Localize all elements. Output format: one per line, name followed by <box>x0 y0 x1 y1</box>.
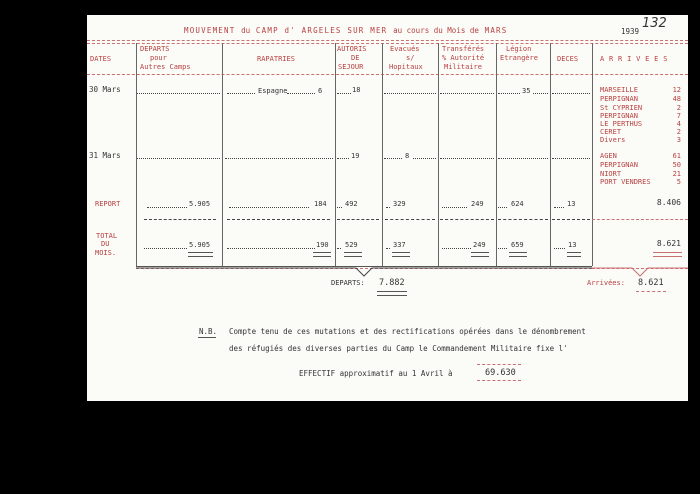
row-31-mars-date: 31 Mars <box>89 151 121 160</box>
title-year: 1939 <box>621 27 640 36</box>
col-divider-3 <box>335 43 336 266</box>
report-dots-evacues <box>386 207 390 208</box>
report-rule-arrivees <box>592 219 688 220</box>
total-dots-legion <box>498 248 507 249</box>
total-dots-deces <box>554 248 565 249</box>
header-evacues-3: Hopitaux <box>389 63 423 71</box>
col-divider-4 <box>382 43 383 266</box>
arrival-place: AGEN <box>600 152 617 160</box>
col-divider-1 <box>136 43 137 266</box>
report-rule-4 <box>385 219 435 220</box>
arrival-count: 61 <box>672 152 681 160</box>
header-autoris-1: AUTORIS <box>337 45 367 53</box>
row-30-dots-b <box>227 93 255 94</box>
arrival-count: 7 <box>676 112 681 120</box>
note-line-2: des réfugiés des diverses parties du Camp le Commandement Militaire fixe l' <box>229 344 568 353</box>
row-30-dots-c <box>287 93 315 94</box>
header-deces: DECES <box>557 55 579 63</box>
row-30-dots-d <box>337 93 351 94</box>
report-dots-autoris <box>337 207 342 208</box>
row-30-dots-h <box>533 93 548 94</box>
report-dots-deces <box>554 207 564 208</box>
arrival-count: 4 <box>676 120 681 128</box>
report-rapatries: 184 <box>314 200 327 208</box>
report-rule-7 <box>552 219 590 220</box>
header-rule-2 <box>87 43 688 44</box>
row-30-dots-f <box>440 93 494 94</box>
total-deces-underline <box>567 252 581 257</box>
total-label-2: DU <box>101 240 110 248</box>
arrivees-brace <box>592 266 688 278</box>
arrivees-total-value: 8.621 <box>638 278 664 288</box>
departs-total-underline <box>377 291 407 296</box>
total-dots-transferes <box>442 248 471 249</box>
header-autoris-3: SEJOUR <box>338 63 364 71</box>
row-30-dots-g <box>498 93 520 94</box>
departs-brace <box>136 266 592 278</box>
header-rapatries: RAPATRIES <box>257 55 295 63</box>
total-dots-autoris <box>337 248 341 249</box>
row-31-dots-a <box>137 158 220 159</box>
total-departs: 5.905 <box>189 241 211 249</box>
report-autoris: 492 <box>345 200 358 208</box>
col-divider-5 <box>438 43 439 266</box>
total-deces: 13 <box>568 241 577 249</box>
departs-total-label: DEPARTS: <box>331 279 365 287</box>
header-transferes-2: % Autorité <box>442 54 485 62</box>
total-transferes: 249 <box>473 241 486 249</box>
header-transferes-3: Militaire <box>444 63 482 71</box>
note-nb-underline <box>198 337 216 338</box>
title-part-mouvement: MOUVEMENT <box>184 26 236 35</box>
total-autoris-rule <box>344 252 362 257</box>
row-31-autoris: 19 <box>351 152 360 160</box>
title-part-camp: CAMP d' ARGELES SUR MER <box>255 26 388 35</box>
report-dots-transferes <box>442 207 467 208</box>
report-legion: 624 <box>511 200 524 208</box>
header-autoris-2: DE <box>351 54 360 62</box>
arrival-place: PERPIGNAN <box>600 95 638 103</box>
row-31-dots-g <box>498 158 548 159</box>
header-bottom-rule <box>87 74 688 75</box>
row-31-evacues: 8 <box>405 152 410 160</box>
header-evacues-2: s/ <box>406 54 415 62</box>
header-transferes-1: Transférés <box>442 45 485 53</box>
document-title <box>184 27 508 35</box>
arrivees-total-underline <box>636 291 666 292</box>
row-30-rapatries-value: 6 <box>318 87 323 95</box>
title-part-du: du <box>241 26 251 35</box>
report-rule-2 <box>227 219 330 220</box>
arrival-count: 21 <box>672 170 681 178</box>
arrival-place: PERPIGNAN <box>600 161 638 169</box>
total-transferes-underline <box>471 252 489 257</box>
page-number: 132 <box>642 16 667 31</box>
row-30-autoris: 18 <box>352 86 361 94</box>
report-departs: 5.905 <box>189 200 211 208</box>
arrival-place: NIORT <box>600 170 622 178</box>
note-effectif-value: 69.630 <box>485 368 516 378</box>
total-legion-underline <box>509 252 527 257</box>
row-31-dots-f <box>440 158 494 159</box>
arrivees-total-label: Arrivées: <box>587 279 625 287</box>
total-arrivees-underline <box>653 252 682 257</box>
title-month: MARS <box>484 26 508 35</box>
report-rule-6 <box>498 219 548 220</box>
report-dots-rapatries <box>229 207 309 208</box>
report-dots-departs <box>147 207 187 208</box>
header-departs-2: pour <box>150 54 167 62</box>
report-evacues: 329 <box>393 200 406 208</box>
row-30-mars-date: 30 Mars <box>89 85 121 94</box>
arrival-count: 3 <box>676 136 681 144</box>
col-divider-8 <box>592 43 593 266</box>
row-31-dots-d <box>384 158 402 159</box>
arrival-count: 50 <box>672 161 681 169</box>
total-rapatries-underline <box>313 252 331 257</box>
arrival-place: MARSEILLE <box>600 86 638 94</box>
report-arrivees: 8.406 <box>656 198 681 207</box>
arrival-place: LE PERTHUS <box>600 120 643 128</box>
row-30-dots-a <box>137 93 220 94</box>
total-autoris: 529 <box>345 241 358 249</box>
header-evacues-1: Evacués <box>390 45 420 53</box>
col-divider-6 <box>496 43 497 266</box>
report-rule-3 <box>337 219 379 220</box>
header-arrivees: A R R I V E E S <box>600 55 668 63</box>
note-effectif-rule-top <box>477 364 521 365</box>
document-page <box>87 15 688 401</box>
note-effectif-rule-bottom <box>477 380 521 381</box>
total-evacues-underline <box>392 252 410 257</box>
arrival-place: PORT VENDRES <box>600 178 651 186</box>
report-transferes: 249 <box>471 200 484 208</box>
report-label: REPORT <box>95 200 121 208</box>
total-dots-departs <box>144 248 187 249</box>
header-top-rule <box>87 40 688 41</box>
arrival-count: 48 <box>672 95 681 103</box>
header-departs-3: Autres Camps <box>140 63 191 71</box>
row-31-dots-h <box>552 158 590 159</box>
header-departs-1: DEPARTS <box>140 45 170 53</box>
total-rapatries: 190 <box>316 241 329 249</box>
arrival-count: 2 <box>676 128 681 136</box>
row-31-dots-c <box>337 158 349 159</box>
total-label-1: TOTAL <box>96 232 118 240</box>
row-30-rapatries-country: Espagne <box>258 87 288 95</box>
row-31-dots-e <box>413 158 436 159</box>
departs-total-value: 7.882 <box>379 278 405 288</box>
row-30-dots-e <box>384 93 436 94</box>
row-30-dots-i <box>552 93 590 94</box>
note-line-1: Compte tenu de ces mutations et des rectifications opérées dans le dénombrement <box>229 327 586 336</box>
header-dates: DATES <box>90 55 112 63</box>
report-rule-1 <box>144 219 216 220</box>
arrival-count: 5 <box>676 178 681 186</box>
row-30-legion: 35 <box>522 87 531 95</box>
report-dots-legion <box>498 207 507 208</box>
total-departs-underline <box>188 252 213 257</box>
arrival-place: PERPIGNAN <box>600 112 638 120</box>
total-dots-rapatries <box>227 248 315 249</box>
arrival-place: CERET <box>600 128 622 136</box>
col-divider-7 <box>550 43 551 266</box>
arrival-place: Divers <box>600 136 626 144</box>
total-legion: 659 <box>511 241 524 249</box>
report-rule-5 <box>440 219 494 220</box>
total-evacues: 337 <box>393 241 406 249</box>
row-31-dots-b <box>225 158 333 159</box>
arrival-count: 12 <box>672 86 681 94</box>
report-deces: 13 <box>567 200 576 208</box>
note-line-3: EFFECTIF approximatif au 1 Avril à <box>299 369 453 378</box>
col-divider-2 <box>222 43 223 266</box>
note-nb: N.B. <box>199 327 218 336</box>
header-legion-2: Etrangère <box>500 54 538 62</box>
title-part-mois: au cours du Mois de <box>393 26 479 35</box>
arrival-place: St CYPRIEN <box>600 104 643 112</box>
total-dots-evacues <box>386 248 390 249</box>
arrival-count: 2 <box>676 104 681 112</box>
header-legion-1: Légion <box>506 45 532 53</box>
total-label-3: MOIS. <box>95 249 117 257</box>
total-arrivees: 8.621 <box>656 239 681 248</box>
